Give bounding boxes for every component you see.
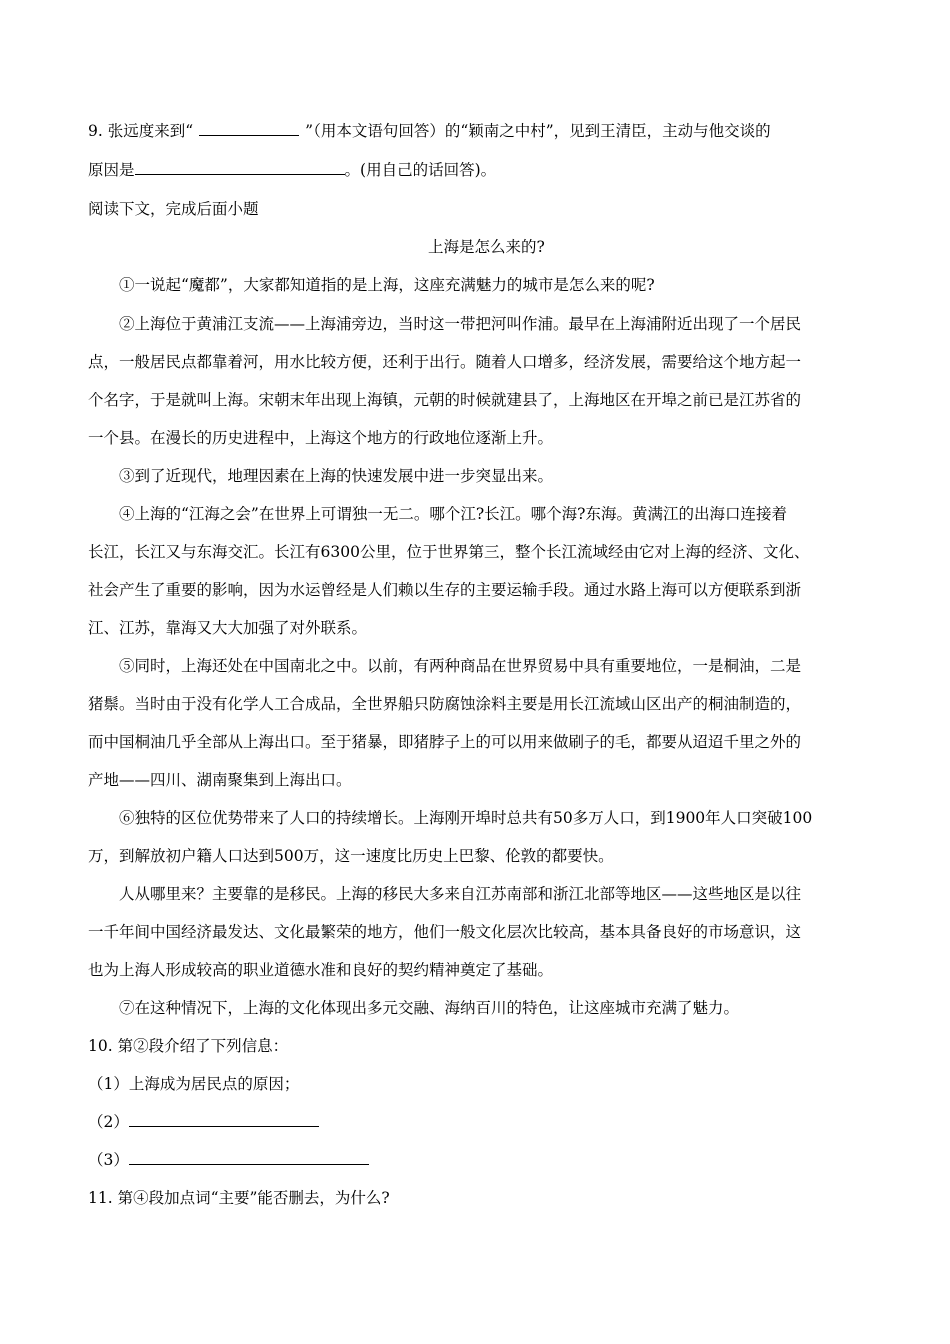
article-line: 社会产生了重要的影响，因为水运曾经是人们赖以生存的主要运输手段。通过水路上海可以方便联系到浙 [88, 581, 802, 599]
answer-blank[interactable] [129, 1150, 369, 1165]
article-line: ⑦在这种情况下，上海的文化体现出多元交融、海纳百川的特色，让这座城市充满了魅力。 [119, 999, 740, 1017]
q10-item3-label: （3） [88, 1151, 129, 1169]
article-line: 长江，长江又与东海交汇。长江有6300公里，位于世界第三，整个长江流域经由它对上海的经济、文化、 [88, 543, 810, 561]
article-line: 而中国桐油几乎全部从上海出口。至于猪暴，即猪脖子上的可以用来做刷子的毛，都要从迢迢千里之外的 [88, 733, 802, 751]
q9-text-d: 。(用自己的话回答)。 [344, 161, 497, 179]
answer-blank[interactable] [199, 121, 299, 136]
q9-text-c: 原因是 [88, 161, 135, 179]
article-line: 也为上海人形成较高的职业道德水准和良好的契约精神奠定了基础。 [88, 961, 554, 979]
question-9-line-2 [88, 160, 950, 180]
question-10-item-1: （1）上海成为居民点的原因； [88, 1075, 300, 1093]
article-line: ③到了近现代，地理因素在上海的快速发展中进一步突显出来。 [119, 467, 554, 485]
article-line: 猪鬃。当时由于没有化学人工合成品，全世界船只防腐蚀涂料主要是用长江流域山区出产的桐油制造的， [88, 695, 802, 713]
article-line: ⑥独特的区位优势带来了人口的持续增长。上海刚开埠时总共有50多万人口，到1900年人口突破100 [119, 809, 813, 827]
article-line: ①一说起“魔都”，大家都知道指的是上海，这座充满魅力的城市是怎么来的呢? [119, 276, 655, 294]
question-11-stem: 11. 第④段加点词“主要”能否删去，为什么? [88, 1189, 390, 1207]
q9-text-b: ”（用本文语句回答）的“颖南之中村”，见到王清臣，主动与他交谈的 [305, 122, 771, 140]
article-line: 人从哪里来？主要靠的是移民。上海的移民大多来自江苏南部和浙江北部等地区——这些地区是以往 [119, 885, 802, 903]
answer-blank[interactable] [135, 160, 345, 175]
question-10-item-2 [88, 1112, 950, 1132]
article-line: 一个县。在漫长的历史进程中，上海这个地方的行政地位逐渐上升。 [88, 429, 554, 447]
article-line: 点，一般居民点都靠着河，用水比较方便，还利于出行。随着人口增多，经济发展，需要给这个地方起一 [88, 353, 802, 371]
article-line: ②上海位于黄浦江支流——上海浦旁边，当时这一带把河叫作浦。最早在上海浦附近出现了一个居民 [119, 315, 802, 333]
reading-instruction: 阅读下文，完成后面小题 [88, 200, 259, 218]
article-line: ④上海的“江海之会”在世界上可谓独一无二。哪个江?长江。哪个海?东海。黄满江的出海口连接着 [119, 505, 787, 523]
article-line: ⑤同时，上海还处在中国南北之中。以前，有两种商品在世界贸易中具有重要地位，一是桐油，二是 [119, 657, 802, 675]
question-9-line-1 [88, 121, 950, 141]
q10-item2-label: （2） [88, 1113, 129, 1131]
article-line: 江、江苏，靠海又大大加强了对外联系。 [88, 619, 368, 637]
article-title: 上海是怎么来的? [428, 238, 545, 256]
question-10-stem: 10. 第②段介绍了下列信息： [88, 1037, 289, 1055]
article-line: 产地——四川、湖南聚集到上海出口。 [88, 771, 352, 789]
article-line: 一千年间中国经济最发达、文化最繁荣的地方，他们一般文化层次比较高，基本具备良好的市场意识，这 [88, 923, 802, 941]
answer-blank[interactable] [129, 1112, 319, 1127]
article-line: 个名字，于是就叫上海。宋朝末年出现上海镇，元朝的时候就建县了，上海地区在开埠之前已是江苏省的 [88, 391, 802, 409]
q9-text-a: 9. 张远度来到“ [88, 122, 194, 140]
question-10-item-3 [88, 1150, 950, 1170]
article-line: 万，到解放初户籍人口达到500万，这一速度比历史上巴黎、伦敦的都要快。 [88, 847, 614, 865]
